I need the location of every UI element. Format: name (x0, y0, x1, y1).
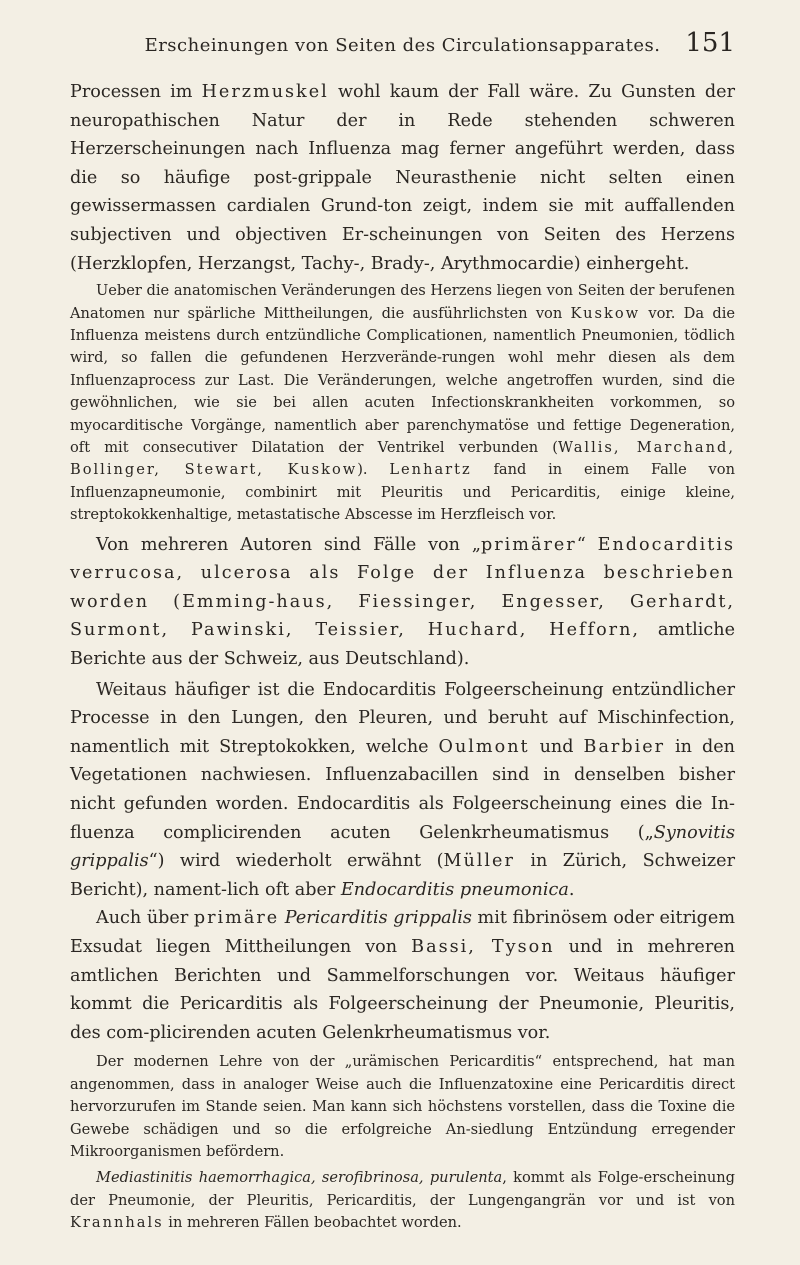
page-header (70, 0, 735, 64)
paragraph-uremic-pericarditis: Der modernen Lehre von der „urämischen Pericarditis“ entsprechend, hat man angenommen, dass in analoger Weise auch die Influenzatoxine eine Pericarditis direct hervorzurufen im Stande seien. Man kann sich höchstens vorstellen, dass die Toxine die Gewebe schädigen und so die erfolgreiche An-siedlung Entzündung erregender Mikroorganismen befördern. (70, 1053, 735, 1160)
paragraph-anatomical-changes: Ueber die anatomischen Veränderungen des Herzens liegen von Seiten der berufenen Anatomen nur spärliche Mittheilungen, die ausführlichsten von Kuskow vor. Da die Influenza meistens durch entzündliche Complicationen, namentlich Pneumonien, tödlich wird, so fallen die gefundenen Herzverände-rungen wohl mehr diesen als dem Influenzaprocess zur Last. Die Veränderungen, welche angetroffen wurden, sind die gewöhnlichen, wie sie bei allen acuten Infectionskrankheiten vorkommen, so myocarditische Vorgänge, namentlich aber parenchymatöse und fettige Degeneration, oft mit consecutiver Dilatation der Ventrikel verbunden (Wallis, Marchand, Bollinger, Stewart, Kuskow). Lenhartz fand in einem Falle von Influenzapneumonie, combinirt mit Pleuritis und Pericarditis, einige kleine, streptokokkenhaltige, metastatische Abscesse im Herzfleisch vor. (70, 282, 735, 524)
book-page (70, 0, 735, 1235)
paragraph-neuropathic-nature: Processen im Herzmuskel wohl kaum der Fall wäre. Zu Gunsten der neuropathischen Natur der in Rede stehenden schweren Herzerscheinungen nach Influenza mag ferner angeführt werden, dass die so häufige post-grippale Neurasthenie nicht selten einen gewissermassen cardialen Grund-ton zeigt, indem sie mit auffallenden subjectiven und objectiven Er-scheinungen von Seiten des Herzens (Herzklopfen, Herzangst, Tachy-, Brady-, Arythmocardie) einhergeht. (70, 82, 735, 274)
paragraph-secondary-endocarditis: Weitaus häufiger ist die Endocarditis Folgeerscheinung entzündlicher Processe in den Lungen, den Pleuren, und beruht auf Mischinfection, namentlich mit Streptokokken, welche Oulmont und Barbier in den Vegetationen nachwiesen. Influenzabacillen sind in denselben bisher nicht gefunden worden. Endocarditis als Folgeerscheinung eines die In-fluenza complicirenden acuten Gelenkrheumatismus („Synovitis grippalis“) wird wiederholt erwähnt (Müller in Zürich, Schweizer Bericht), nament-lich oft aber Endocarditis pneumonica. (70, 679, 735, 900)
running-head: Erscheinungen von Seiten des Circulationsapparates. (144, 35, 661, 56)
page-number: 151 (685, 28, 735, 58)
paragraph-pericarditis: Auch über primäre Pericarditis grippalis mit fibrinösem oder eitrigem Exsudat liegen Mittheilungen von Bassi, Tyson und in mehreren amtlichen Berichten und Sammelforschungen vor. Weitaus häufiger kommt die Pericarditis als Folgeerscheinung der Pneumonie, Pleuritis, des com-plicirenden acuten Gelenkrheumatismus vor. (70, 908, 736, 1043)
paragraph-mediastinitis: Mediastinitis haemorrhagica, serofibrinosa, purulenta, kommt als Folge-erscheinung der Pneumonie, der Pleuritis, Pericarditis, der Lungengangrän vor und ist von Krannhals in mehreren Fällen beobachtet worden. (70, 1169, 735, 1232)
paragraph-primary-endocarditis: Von mehreren Autoren sind Fälle von „primärer“ Endocarditis verrucosa, ulcerosa als Folge der Influenza beschrieben worden (Emming-haus, Fiessinger, Engesser, Gerhardt, Surmont, Pawinski, Teissier, Huchard, Hefforn, amtliche Berichte aus der Schweiz, aus Deutschland). (70, 534, 736, 669)
